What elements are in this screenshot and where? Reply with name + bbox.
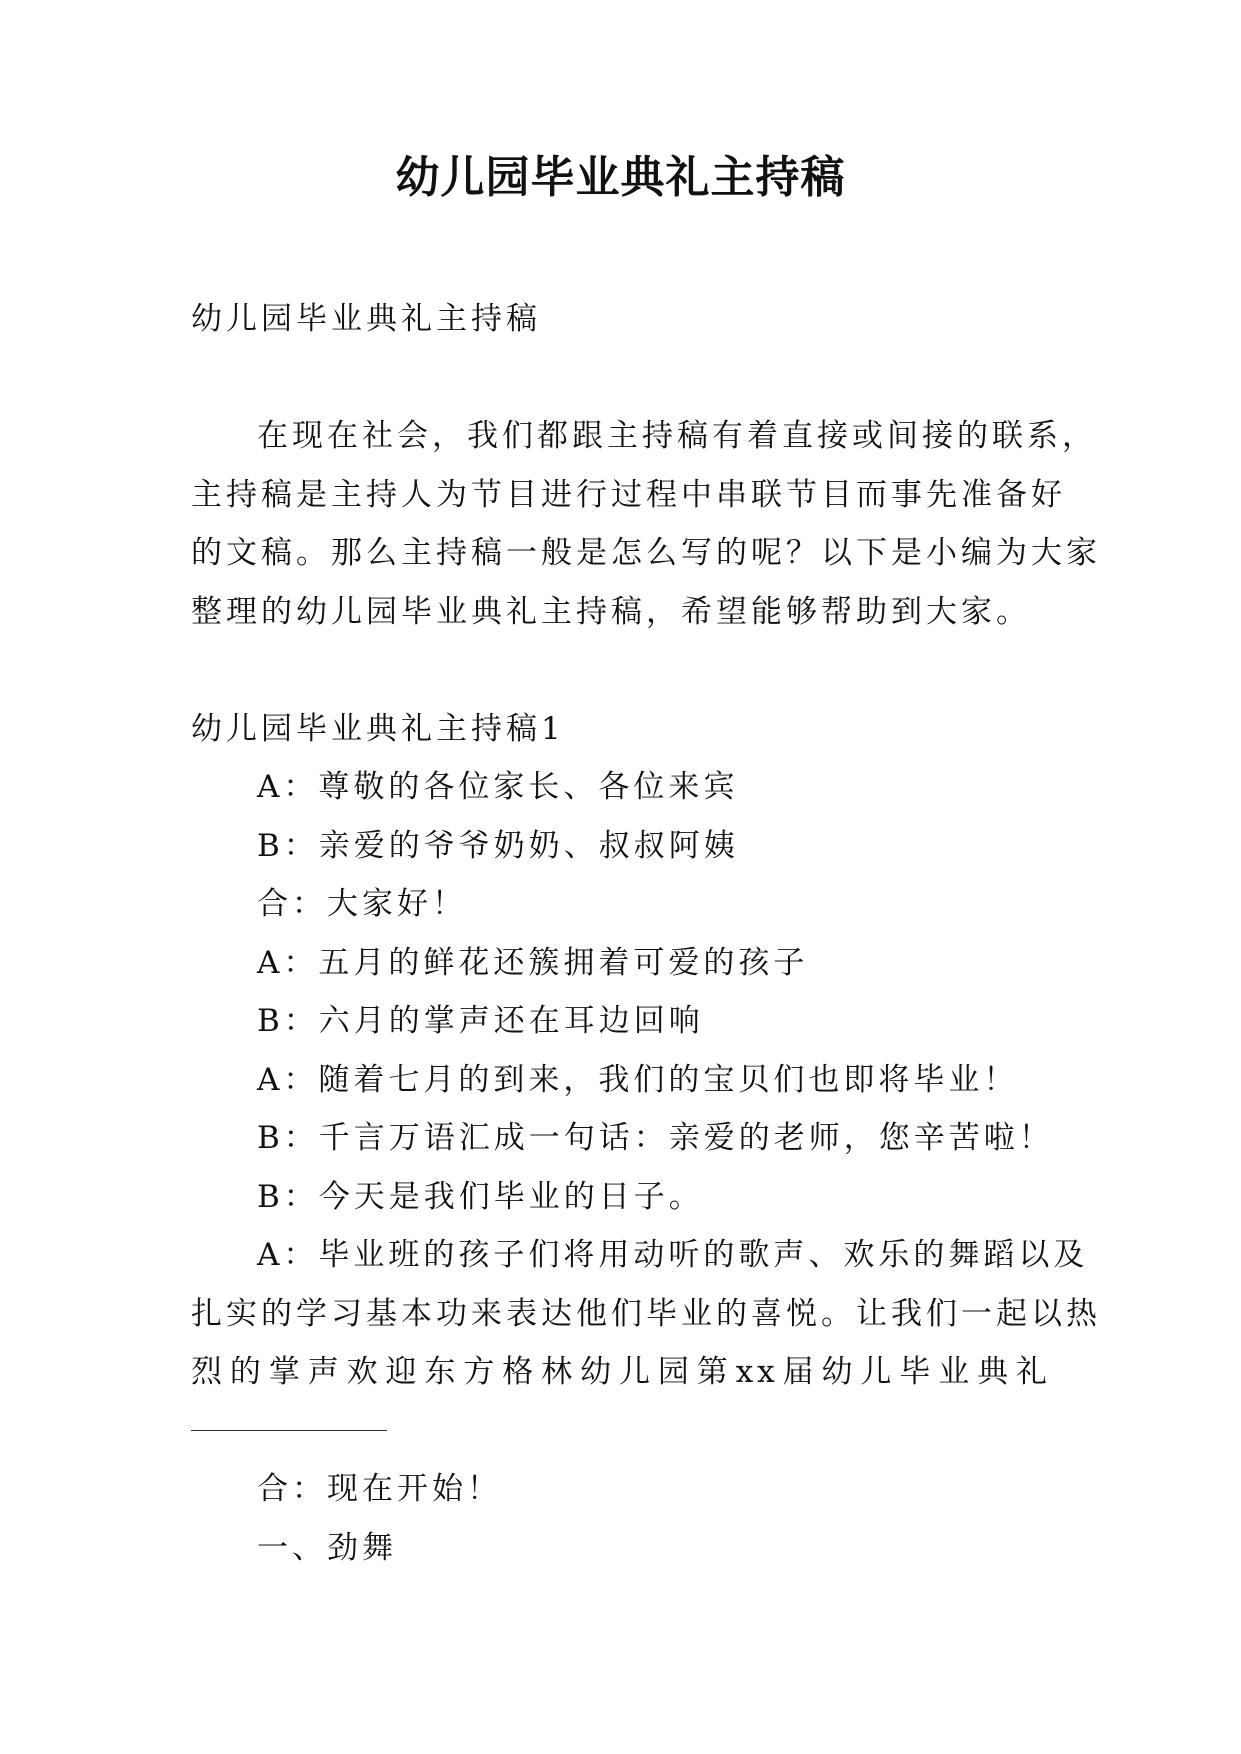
- justified-char: 毕: [899, 1354, 935, 1390]
- paragraph-a-line-2: 扎实的学习基本功来表达他们毕业的喜悦。让我们一起以热: [191, 1295, 1101, 1332]
- intro-line-1: 在现在社会，我们都跟主持稿有着直接或间接的联系，: [257, 418, 1097, 454]
- justified-char: 掌: [268, 1354, 304, 1390]
- justified-char: 方: [463, 1354, 499, 1390]
- justified-char: xx: [735, 1354, 779, 1390]
- paragraph-a-line-3: [191, 1343, 1051, 1402]
- after-line-2: 一、劲舞: [257, 1529, 397, 1566]
- dialogue-line-6: A：随着七月的到来，我们的宝贝们也即将毕业！: [257, 1061, 1019, 1098]
- intro-line-2: 主持稿是主持人为节目进行过程中串联节目而事先准备好: [191, 476, 1066, 513]
- justified-char: 礼: [1016, 1354, 1051, 1390]
- dialogue-line-3: 合：大家好！: [257, 886, 467, 922]
- spacer: [191, 641, 1051, 700]
- justified-char: 欢: [346, 1354, 382, 1390]
- justified-char: 幼: [821, 1354, 857, 1390]
- after-line-1: 合：现在开始！: [257, 1471, 502, 1507]
- justified-char: 格: [502, 1354, 538, 1390]
- justified-char: 声: [307, 1354, 343, 1390]
- subtitle: 幼儿园毕业典礼主持稿: [191, 301, 541, 337]
- justified-char: 林: [541, 1354, 577, 1390]
- justified-char: 迎: [385, 1354, 421, 1390]
- document-title: 幼儿园毕业典礼主持稿: [395, 152, 846, 203]
- justified-char: 幼: [580, 1354, 616, 1390]
- dialogue-line-4: A：五月的鲜花还簇拥着可爱的孩子: [257, 944, 809, 981]
- justified-char: 的: [229, 1354, 265, 1390]
- justified-char: 第: [696, 1354, 732, 1390]
- justified-char: 儿: [618, 1354, 654, 1390]
- dialogue-line-5: B：六月的掌声还在耳边回响: [257, 1003, 704, 1039]
- justified-char: 东: [424, 1354, 460, 1390]
- dialogue-line-1: A：尊敬的各位家长、各位来宾: [257, 769, 739, 805]
- dialogue-line-8: B：今天是我们毕业的日子。: [257, 1178, 704, 1215]
- intro-line-3: 的文稿。那么主持稿一般是怎么写的呢？以下是小编为大家: [191, 535, 1101, 571]
- justified-char: 业: [938, 1354, 974, 1390]
- em-dash-rule: [191, 1402, 1051, 1461]
- justified-char: 典: [977, 1354, 1013, 1390]
- justified-char: 园: [657, 1354, 693, 1390]
- justified-char: 儿: [860, 1354, 896, 1390]
- dialogue-line-2: B：亲爱的爷爷奶奶、叔叔阿姨: [257, 827, 739, 864]
- intro-line-4: 整理的幼儿园毕业典礼主持稿，希望能够帮助到大家。: [191, 593, 1031, 630]
- dialogue-line-7: B：千言万语汇成一句话：亲爱的老师，您辛苦啦！: [257, 1120, 1054, 1156]
- justified-char: 届: [782, 1354, 818, 1390]
- document-body: [191, 290, 1101, 1577]
- section-heading: 幼儿园毕业典礼主持稿1: [191, 710, 565, 747]
- justified-char: 烈: [191, 1354, 226, 1390]
- spacer: [191, 349, 1051, 408]
- paragraph-a-line-1: A：毕业班的孩子们将用动听的歌声、欢乐的舞蹈以及: [257, 1237, 1089, 1273]
